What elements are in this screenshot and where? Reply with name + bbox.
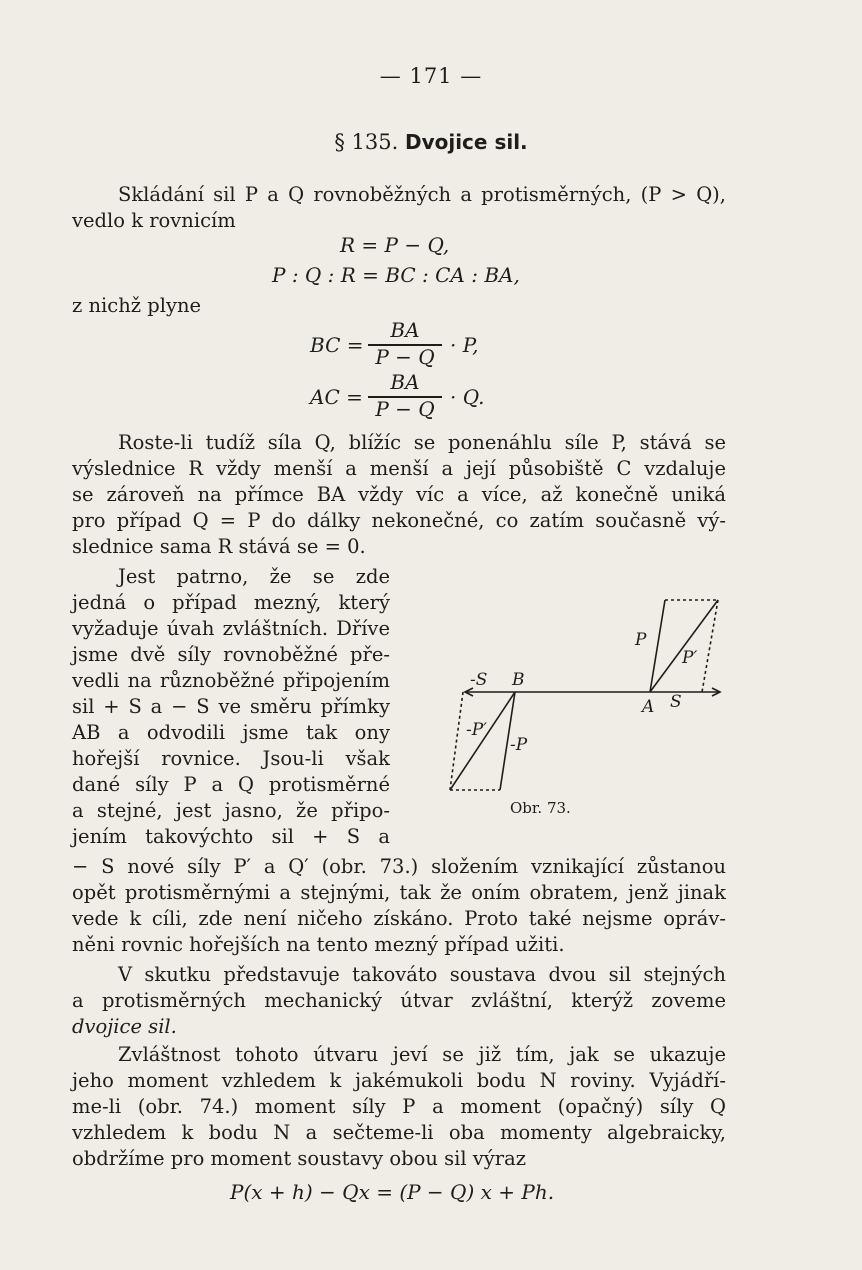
equation-4-rhs: · Q.: [450, 385, 485, 409]
text-line: vyžaduje úvah zvláštních. Dříve: [72, 617, 390, 640]
text-line: a stejné, jest jasno, že připo-: [72, 799, 390, 822]
figure-caption: Obr. 73.: [510, 799, 571, 817]
text-line: obdržíme pro moment soustavy obou sil výraz: [72, 1147, 527, 1170]
text-line: jením takovýchto sil + S a: [72, 825, 390, 848]
text-line: Roste-li tudíž síla Q, blížíc se ponenáhlu síle P, stává se: [118, 431, 726, 454]
text-line: Jest patrno, že se zde: [118, 565, 390, 588]
figure-73: [430, 585, 740, 825]
label-minus-s: -S: [470, 670, 488, 690]
text-line: sil + S a − S ve směru přímky: [72, 695, 390, 718]
section-heading: [0, 130, 862, 154]
label-p-prime: P′: [682, 648, 698, 668]
fraction-3: [368, 318, 442, 370]
text-line: AB a odvodili jsme tak ony: [72, 721, 390, 744]
fraction-numerator: BA: [390, 370, 420, 394]
text-line: vede k cíli, zde není ničeho získáno. Proto také nejsme opráv-: [72, 907, 726, 930]
text-line: V skutku představuje takováto soustava dvou sil stejných: [118, 963, 726, 986]
dashed-left: [450, 692, 463, 790]
dashed-right: [702, 600, 718, 692]
equation-4-lhs: AC =: [310, 385, 363, 409]
text-line: Zvláštnost tohoto útvaru jeví se již tím, jak se ukazuje: [118, 1043, 726, 1066]
force-minus-p-prime: [450, 692, 515, 790]
force-p-prime: [650, 600, 718, 692]
text-line: dvojice sil.: [72, 1015, 177, 1038]
section-title: Dvojice sil.: [404, 130, 528, 154]
label-s: S: [670, 692, 682, 712]
label-minus-p: -P: [510, 735, 528, 755]
equation-3-rhs: · P,: [450, 333, 479, 357]
section-symbol: § 135.: [334, 130, 399, 154]
text-line: jeho moment vzhledem k jakémukoli bodu N roviny. Vyjádří-: [72, 1069, 726, 1092]
equation-2: P : Q : R = BC : CA : BA,: [272, 263, 520, 287]
equation-1: R = P − Q,: [340, 233, 450, 257]
final-equation: P(x + h) − Qx = (P − Q) x + Ph.: [230, 1180, 555, 1204]
label-a: A: [642, 697, 655, 717]
label-minus-p-prime: -P′: [466, 720, 488, 740]
force-p: [650, 600, 665, 692]
text-line: něni rovnic hořejších na tento mezný případ užiti.: [72, 933, 565, 956]
text-line: výslednice R vždy menší a menší a její působiště C vzdaluje: [72, 457, 726, 480]
text-line: vedli na různoběžné připojením: [72, 669, 390, 692]
text-line: a protisměrných mechanický útvar zvláštní, kterýž zoveme: [72, 989, 726, 1012]
text-line: se zároveň na přímce BA vždy víc a více, až konečně uniká: [72, 483, 726, 506]
label-b: B: [512, 670, 525, 690]
text-line: jsme dvě síly rovnoběžné pře-: [72, 643, 390, 666]
text-line: vzhledem k bodu N a sečteme-li oba momenty algebraicky,: [72, 1121, 726, 1144]
text-line: opět protisměrnými a stejnými, tak že oním obratem, jenž jinak: [72, 881, 726, 904]
fraction-denominator: P − Q: [375, 345, 435, 369]
text-line: dané síly P a Q protisměrné: [72, 773, 390, 796]
text-line: z nichž plyne: [72, 294, 202, 317]
equation-3-lhs: BC =: [310, 333, 364, 357]
fraction-numerator: BA: [390, 318, 420, 342]
text-line: pro případ Q = P do dálky nekonečné, co zatím současně vý-: [72, 509, 726, 532]
fraction-4: [368, 370, 442, 422]
text-line: − S nové síly P′ a Q′ (obr. 73.) složením vznikající zůstanou: [72, 855, 726, 878]
text-line: Skládání sil P a Q rovnoběžných a protisměrných, (P > Q),: [118, 183, 726, 206]
text-line: vedlo k rovnicím: [72, 209, 236, 232]
text-line: hořejší rovnice. Jsou-li však: [72, 747, 390, 770]
label-p: P: [635, 630, 647, 650]
text-line: me-li (obr. 74.) moment síly P a moment (opačný) síly Q: [72, 1095, 726, 1118]
page-number: — 171 —: [379, 64, 483, 88]
text-line: slednice sama R stává se = 0.: [72, 535, 366, 558]
fraction-denominator: P − Q: [375, 397, 435, 421]
text-line: jedná o případ mezný, který: [72, 591, 390, 614]
